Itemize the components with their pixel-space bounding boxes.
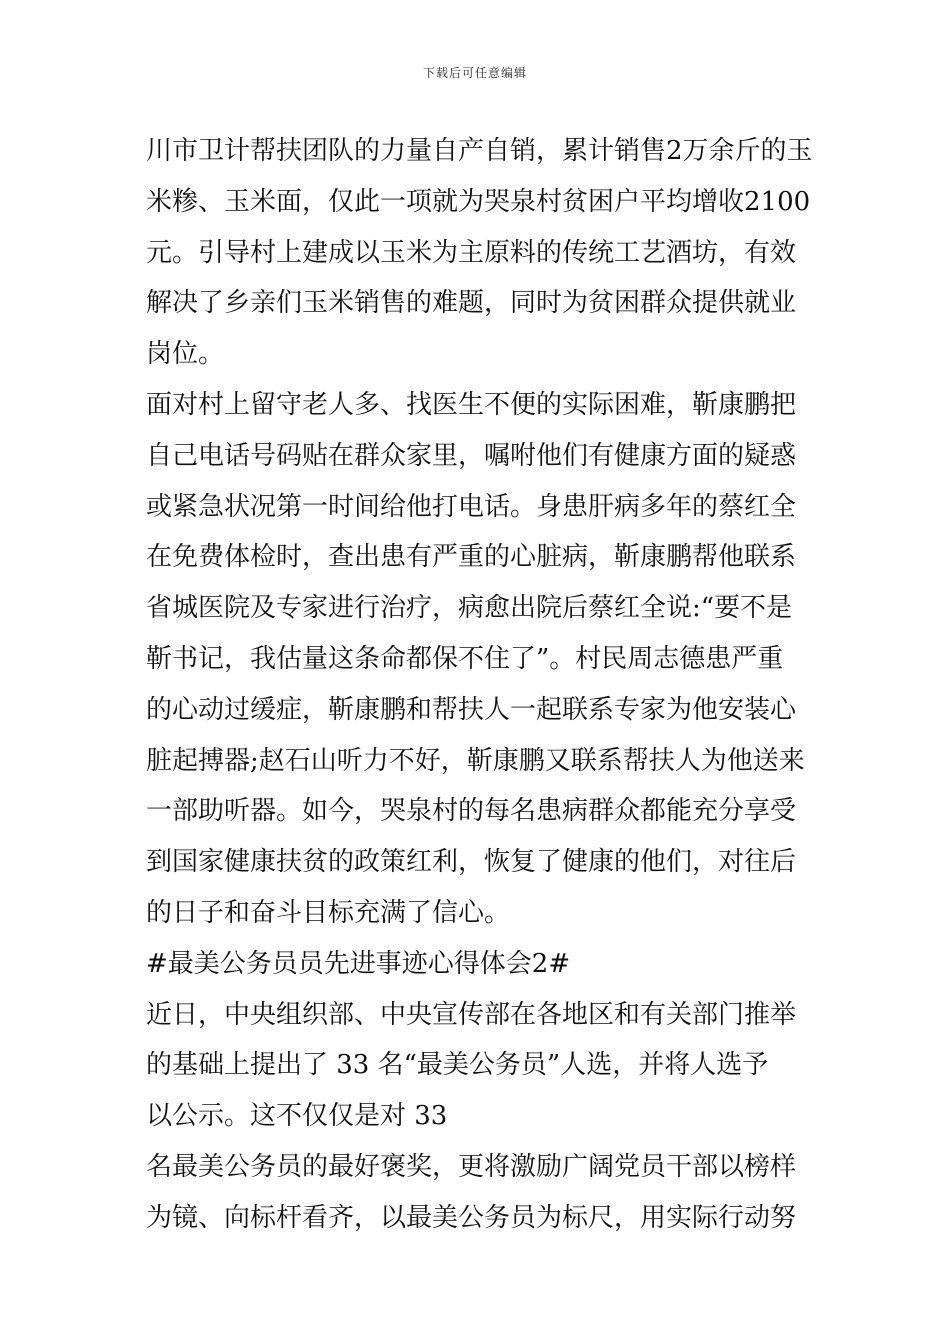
text-line: 的基础上提出了 33 名“最美公务员”人选，并将人选予: [146, 1050, 769, 1081]
text-line: 近日，中央组织部、中央宣传部在各地区和有关部门推举: [146, 999, 797, 1030]
text-line: 靳书记，我估量这条命都保不住了”。村民周志德患严重: [146, 643, 784, 674]
text-line: 到国家健康扶贫的政策红利，恢复了健康的他们，对往后: [146, 847, 797, 878]
text-line: 名最美公务员的最好褒奖，更将激励广阔党员干部以榜样: [146, 1151, 797, 1182]
text-line: 元。引导村上建成以玉米为主原料的传统工艺酒坊，有效: [146, 237, 797, 268]
text-line: 的心动过缓症，靳康鹏和帮扶人一起联系专家为他安装心: [146, 694, 797, 725]
text-line: 省城医院及专家进行治疗，病愈出院后蔡红全说:“要不是: [146, 593, 793, 624]
document-body: [146, 126, 816, 1244]
text-line: 以公示。这不仅仅是对 33: [146, 1101, 448, 1132]
text-line: 解决了乡亲们玉米销售的难题，同时为贫困群众提供就业: [146, 288, 797, 319]
text-line: 米糁、玉米面，仅此一项就为哭泉村贫困户平均增收2100: [146, 186, 811, 217]
text-line: 或紧急状况第一时间给他打电话。身患肝病多年的蔡红全: [146, 491, 797, 522]
text-line: 面对村上留守老人多、找医生不便的实际困难，靳康鹏把: [146, 389, 797, 420]
text-line: 岗位。: [146, 339, 225, 370]
text-line: 川市卫计帮扶团队的力量自产自销，累计销售2万余斤的玉: [146, 136, 813, 166]
text-line: 脏起搏器;赵石山听力不好，靳康鹏又联系帮扶人为他送来: [146, 745, 805, 776]
section-heading: #最美公务员员先进事迹心得体会2#: [146, 948, 571, 979]
text-line: 在免费体检时，查出患有严重的心脏病，靳康鹏帮他联系: [146, 542, 797, 573]
text-line: 自己电话号码贴在群众家里，嘱咐他们有健康方面的疑惑: [146, 440, 797, 471]
text-line: 为镜、向标杆看齐，以最美公务员为标尺，用实际行动努: [146, 1202, 797, 1233]
header-note: 下载后可任意编辑: [422, 66, 527, 80]
text-line: 一部助听器。如今，哭泉村的每名患病群众都能充分享受: [146, 796, 797, 827]
text-line: 的日子和奋斗目标充满了信心。: [146, 897, 511, 928]
